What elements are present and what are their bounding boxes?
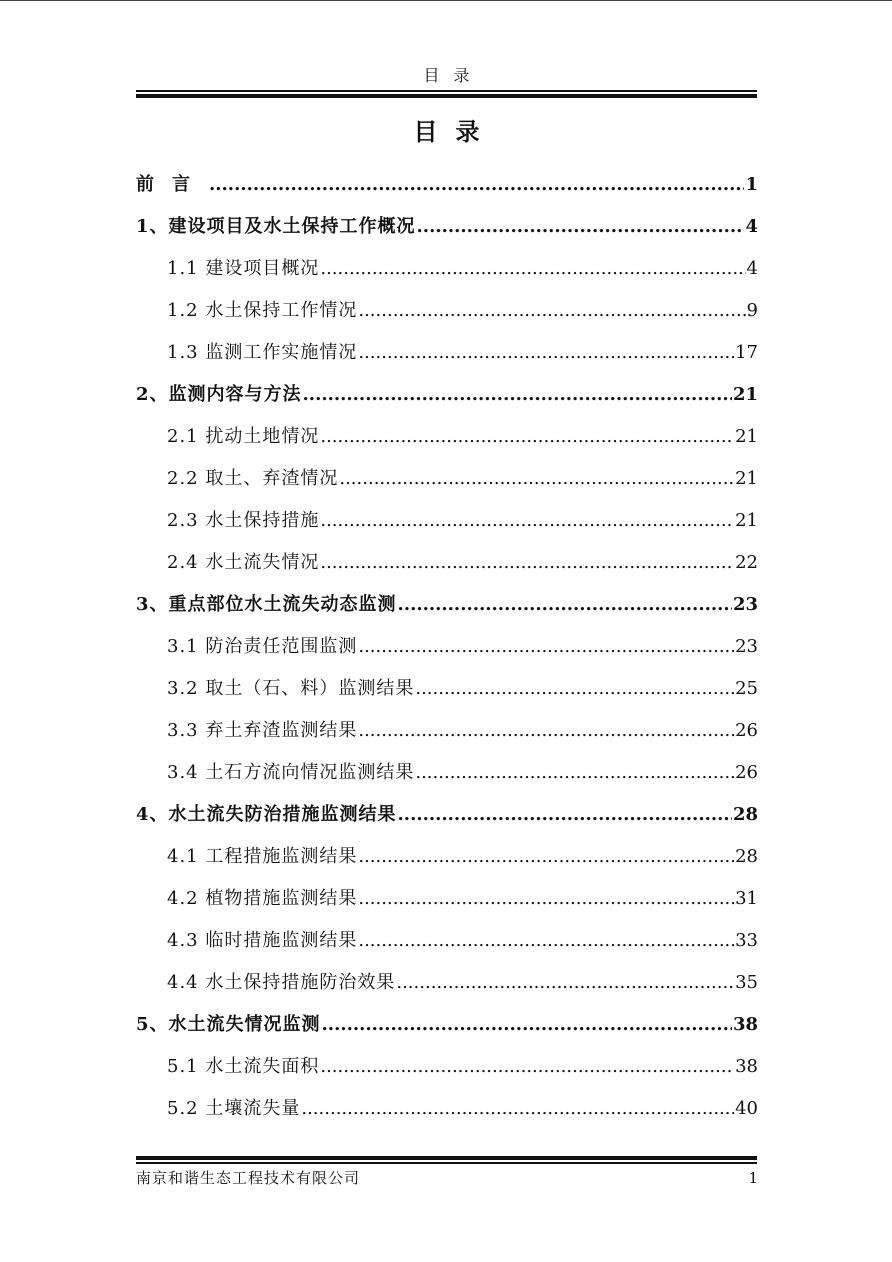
toc-leader-dots	[358, 878, 734, 920]
toc-entry-page: 31	[735, 888, 758, 909]
toc-entry-page: 17	[735, 342, 758, 363]
toc-leader-dots	[339, 458, 734, 500]
toc-entry-label: 4.2 植物措施监测结果	[167, 888, 358, 909]
toc-entry-page: 35	[735, 972, 758, 993]
toc-section-entry[interactable]	[136, 542, 758, 584]
toc-entry-page: 26	[735, 720, 758, 741]
toc-leader-dots	[417, 206, 745, 248]
toc-title: 目录	[413, 117, 498, 146]
toc-entry-page: 33	[735, 930, 758, 951]
running-header: 目录	[423, 66, 484, 85]
toc-leader-dots	[320, 1046, 734, 1088]
header-rule-thick	[136, 94, 757, 98]
toc-entry-label: 前言	[136, 174, 208, 195]
toc-entry-page: 1	[745, 174, 758, 195]
toc-section-entry[interactable]	[136, 878, 758, 920]
toc-section-entry[interactable]	[136, 1046, 758, 1088]
toc-section-entry[interactable]	[136, 248, 758, 290]
toc-section-entry[interactable]	[136, 1088, 758, 1130]
toc-entry-page: 21	[735, 510, 758, 531]
toc-leader-dots	[320, 500, 734, 542]
toc-section-entry[interactable]	[136, 710, 758, 752]
toc-entry-label: 1.3 监测工作实施情况	[167, 342, 358, 363]
toc-leader-dots	[301, 1088, 734, 1130]
toc-entry-page: 23	[735, 636, 758, 657]
header-rule-thin	[136, 90, 757, 92]
toc-entry-page: 21	[732, 384, 758, 405]
toc-entry-label: 4.1 工程措施监测结果	[167, 846, 358, 867]
toc-entry-page: 9	[746, 300, 758, 321]
toc-entry-label: 2、监测内容与方法	[136, 384, 302, 405]
toc-entry-label: 3.3 弃土弃渣监测结果	[167, 720, 358, 741]
footer-rule-thin	[136, 1162, 757, 1164]
toc-entry-page: 40	[735, 1098, 758, 1119]
toc-entry-label: 3.2 取土（石、料）监测结果	[167, 678, 415, 699]
toc-leader-dots	[320, 416, 734, 458]
toc-section-entry[interactable]	[136, 668, 758, 710]
toc-leader-dots	[358, 836, 734, 878]
toc-leader-dots	[358, 920, 734, 962]
toc-entry-page: 38	[732, 1014, 758, 1035]
toc-entry-label: 2.2 取土、弃渣情况	[167, 468, 339, 489]
toc-entry-label: 1、建设项目及水土保持工作概况	[136, 216, 416, 237]
toc-entry-label: 1.2 水土保持工作情况	[167, 300, 358, 321]
toc-section-entry[interactable]	[136, 962, 758, 1004]
toc-entry-label: 3.4 土石方流向情况监测结果	[167, 762, 415, 783]
toc-section-entry[interactable]	[136, 416, 758, 458]
toc-entry-page: 23	[732, 594, 758, 615]
toc-section-entry[interactable]	[136, 626, 758, 668]
toc-entry-label: 4、水土流失防治措施监测结果	[136, 804, 397, 825]
toc-leader-dots	[398, 794, 732, 836]
page-top-border	[0, 0, 892, 1]
toc-section-entry[interactable]	[136, 752, 758, 794]
toc-section-entry[interactable]	[136, 458, 758, 500]
toc-entry-label: 1.1 建设项目概况	[167, 258, 320, 279]
toc-entry-page: 28	[735, 846, 758, 867]
toc-entry-page: 28	[732, 804, 758, 825]
toc-entry-label: 2.3 水土保持措施	[167, 510, 320, 531]
toc-leader-dots	[320, 542, 734, 584]
toc-section-entry[interactable]	[136, 500, 758, 542]
toc-entry-label: 3.1 防治责任范围监测	[167, 636, 358, 657]
toc-section-entry[interactable]	[136, 920, 758, 962]
table-of-contents	[136, 164, 758, 1130]
toc-chapter-entry[interactable]	[136, 374, 758, 416]
toc-chapter-entry[interactable]	[136, 794, 758, 836]
toc-entry-page: 22	[735, 552, 758, 573]
toc-chapter-entry[interactable]	[136, 164, 758, 206]
toc-leader-dots	[358, 290, 745, 332]
toc-entry-label: 5、水土流失情况监测	[136, 1014, 321, 1035]
toc-leader-dots	[303, 374, 732, 416]
toc-leader-dots	[209, 164, 744, 206]
footer-page-number: 1	[748, 1169, 758, 1187]
toc-entry-label: 2.1 扰动土地情况	[167, 426, 320, 447]
toc-chapter-entry[interactable]	[136, 1004, 758, 1046]
toc-entry-page: 25	[735, 678, 758, 699]
toc-entry-label: 5.1 水土流失面积	[167, 1056, 320, 1077]
toc-leader-dots	[398, 584, 732, 626]
toc-leader-dots	[415, 668, 734, 710]
toc-leader-dots	[396, 962, 734, 1004]
toc-section-entry[interactable]	[136, 332, 758, 374]
toc-chapter-entry[interactable]	[136, 584, 758, 626]
toc-leader-dots	[358, 626, 734, 668]
toc-section-entry[interactable]	[136, 290, 758, 332]
toc-entry-label: 4.3 临时措施监测结果	[167, 930, 358, 951]
footer-company: 南京和谐生态工程技术有限公司	[136, 1169, 361, 1187]
toc-entry-label: 4.4 水土保持措施防治效果	[167, 972, 396, 993]
toc-entry-page: 4	[746, 258, 758, 279]
toc-entry-page: 21	[735, 426, 758, 447]
toc-leader-dots	[320, 248, 745, 290]
toc-entry-label: 3、重点部位水土流失动态监测	[136, 594, 397, 615]
toc-leader-dots	[358, 710, 734, 752]
toc-entry-label: 5.2 土壤流失量	[167, 1098, 301, 1119]
toc-leader-dots	[322, 1004, 732, 1046]
toc-chapter-entry[interactable]	[136, 206, 758, 248]
toc-entry-label: 2.4 水土流失情况	[167, 552, 320, 573]
toc-section-entry[interactable]	[136, 836, 758, 878]
toc-entry-page: 21	[735, 468, 758, 489]
toc-leader-dots	[415, 752, 734, 794]
toc-leader-dots	[358, 332, 734, 374]
footer-rule-thick	[136, 1156, 757, 1160]
toc-entry-page: 4	[745, 216, 758, 237]
toc-entry-page: 26	[735, 762, 758, 783]
toc-entry-page: 38	[735, 1056, 758, 1077]
